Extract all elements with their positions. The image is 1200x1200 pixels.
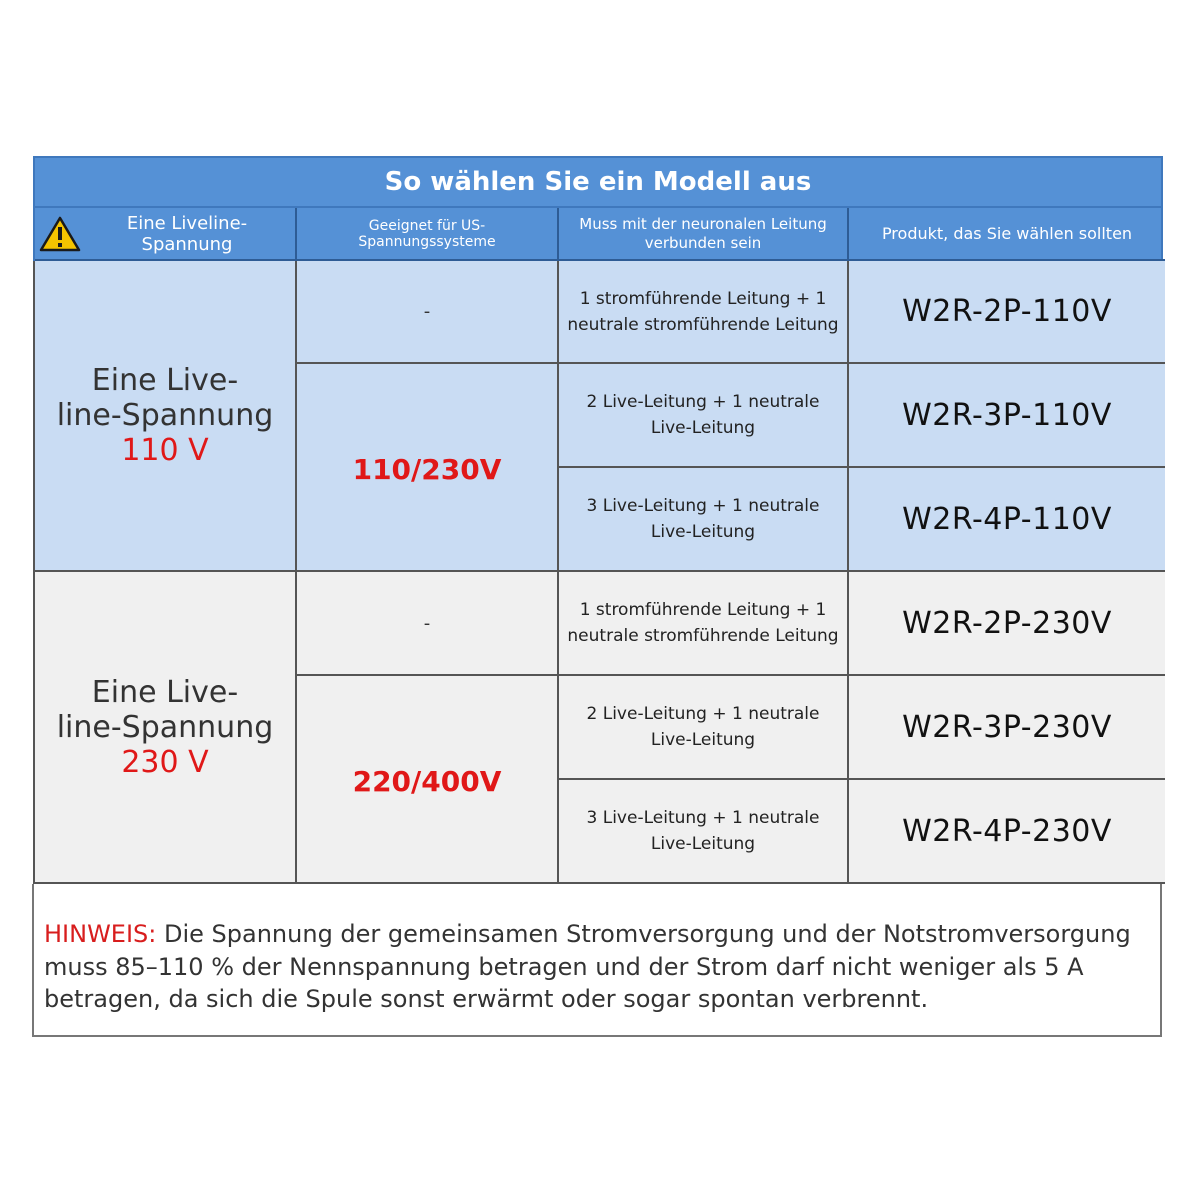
note-text: Die Spannung der gemeinsamen Stromversorgung und der Notstromversorgung muss 85–110 % der Nennspannung betragen und der Strom darf nicht weniger als 5 A betragen, da sich die Spule sonst erwärmt oder sogar spontan verbrennt. (44, 920, 1131, 1013)
table-body (33, 261, 1163, 884)
system-cell: - (297, 572, 559, 676)
group-label-line2: line-Spannung (56, 709, 274, 745)
product-cell: W2R-3P-230V (849, 676, 1165, 780)
header-neutral-connection: Muss mit der neuronalen Leitung verbunden sein (559, 208, 849, 261)
group-voltage: 230 V (121, 744, 209, 780)
product-cell: W2R-2P-110V (849, 261, 1165, 364)
product-cell: W2R-4P-230V (849, 780, 1165, 884)
product-cell: W2R-2P-230V (849, 572, 1165, 676)
note-box (32, 884, 1162, 1037)
warning-triangle-icon (39, 216, 81, 252)
group-label-line1: Eine Live- (91, 674, 239, 710)
group-voltage: 110 V (121, 433, 209, 468)
note-label: HINWEIS: (44, 920, 157, 948)
header-row (33, 208, 1163, 261)
connection-cell: 3 Live-Leitung + 1 neutrale Live-Leitung (559, 468, 849, 572)
connection-cell: 1 stromführende Leitung + 1 neutrale stromführende Leitung (559, 572, 849, 676)
connection-cell: 2 Live-Leitung + 1 neutrale Live-Leitung (559, 676, 849, 780)
header-voltage-label: Eine Liveline-Spannung (126, 212, 248, 255)
product-cell: W2R-4P-110V (849, 468, 1165, 572)
group-label-line1: Eine Live- (91, 363, 239, 398)
group-label-230v (35, 572, 297, 884)
connection-cell: 1 stromführende Leitung + 1 neutrale stromführende Leitung (559, 261, 849, 364)
header-product: Produkt, das Sie wählen sollten (849, 208, 1165, 261)
table-title: So wählen Sie ein Modell aus (33, 156, 1163, 208)
system-cell: - (297, 261, 559, 364)
product-cell: W2R-3P-110V (849, 364, 1165, 468)
header-us-system: Geeignet für US-Spannungssysteme (297, 208, 559, 261)
connection-cell: 3 Live-Leitung + 1 neutrale Live-Leitung (559, 780, 849, 884)
system-voltage-cell: 110/230V (297, 364, 559, 572)
group-label-110v (35, 261, 297, 572)
header-voltage (35, 208, 297, 261)
connection-cell: 2 Live-Leitung + 1 neutrale Live-Leitung (559, 364, 849, 468)
group-label-line2: line-Spannung (56, 398, 274, 433)
model-selection-table (33, 156, 1163, 884)
system-voltage-cell: 220/400V (297, 676, 559, 884)
